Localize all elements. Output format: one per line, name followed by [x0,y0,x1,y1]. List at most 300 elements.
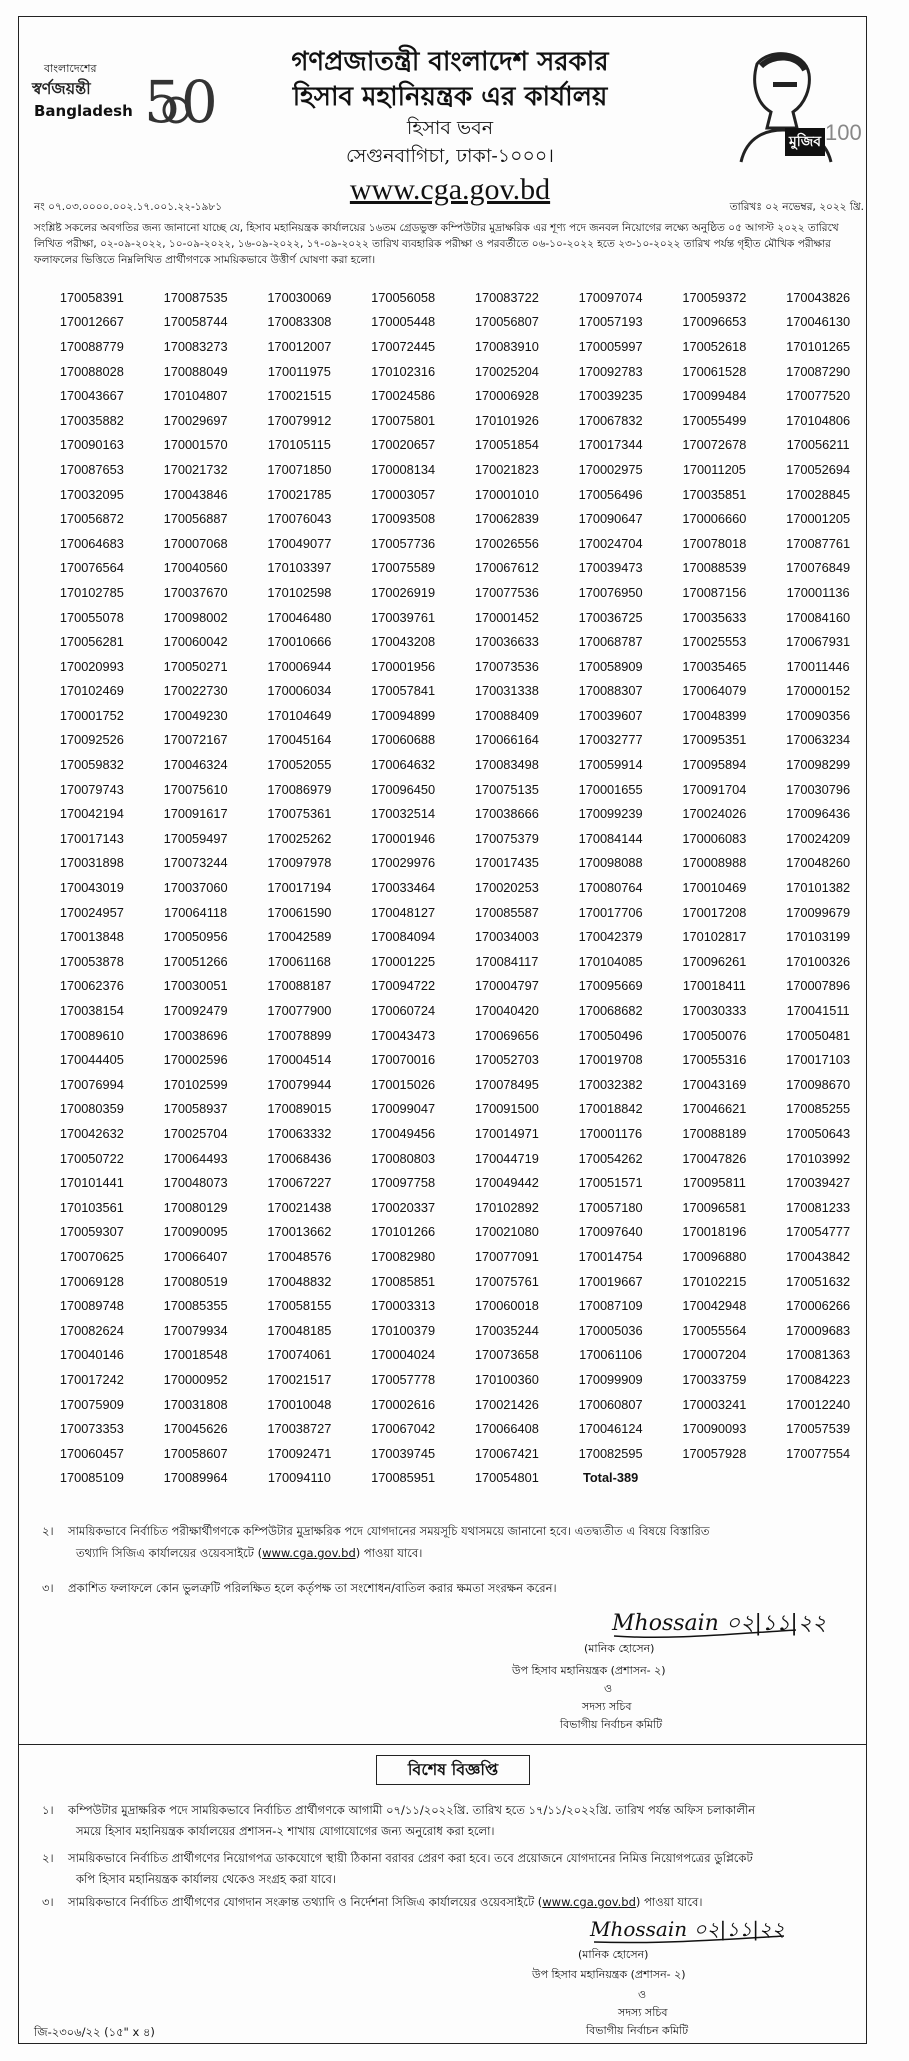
roll-number-cell: 170031808 [163,1396,228,1412]
roll-number-cell: 170039761 [371,609,436,625]
roll-number-cell: 170063332 [267,1125,332,1141]
table-row [40,1097,870,1122]
roll-number-cell: 170083722 [474,289,539,305]
roll-number-cell: 170001176 [579,1125,643,1141]
roll-number-cell: 170012240 [786,1396,851,1412]
special-notice-item-1 [34,1800,864,1842]
roll-number-cell: 170058155 [267,1298,332,1314]
fifty-emblem-icon [142,60,218,146]
roll-number-cell: 170003313 [371,1298,436,1314]
signature-1-name: (মানিক হোসেন) [584,1642,655,1655]
roll-number-cell: 170035851 [682,486,747,502]
roll-number-cell: 170025704 [163,1125,228,1141]
roll-number-cell: 170084117 [475,953,539,969]
roll-number-cell: 170031338 [474,683,539,699]
roll-number-cell: 170006034 [267,683,332,699]
roll-number-cell: 170061590 [267,904,332,920]
roll-number-cell: 170038696 [163,1027,228,1043]
roll-number-cell: 170060042 [163,634,228,650]
roll-number-cell: 170053878 [59,953,124,969]
roll-number-cell: 170100379 [371,1322,436,1338]
notice-2-line2: কপি হিসাব মহানিয়ন্ত্রক কার্যালয় থেকেও সংগ্রহ করা যাবে। [76,1872,337,1886]
table-row [40,1293,870,1318]
table-row [40,408,870,433]
roll-number-cell: 170083910 [474,338,539,354]
roll-number-cell: 170021732 [163,461,228,477]
roll-number-cell: 170064493 [163,1150,228,1166]
roll-number-cell: 170006083 [682,830,747,846]
roll-number-cell: 170085109 [59,1470,124,1486]
signature-2-committee: বিভাগীয় নির্বাচন কমিটি [586,2024,689,2037]
roll-number-cell: 170067832 [578,412,643,428]
roll-number-cell: 170067421 [474,1445,539,1461]
roll-number-cell: 170001452 [474,609,539,625]
notice-1-number: ১। [42,1803,54,1817]
roll-number-cell: 170057539 [786,1421,851,1437]
roll-number-cell: 170017103 [786,1052,851,1068]
signature-1-committee: বিভাগীয় নির্বাচন কমিটি [560,1718,663,1731]
roll-number-cell: 170004514 [267,1052,332,1068]
roll-number-cell: 170084094 [371,929,436,945]
roll-number-cell: 170064118 [164,904,228,920]
roll-number-cell: 170085355 [163,1298,228,1314]
roll-number-cell: 170082624 [59,1322,124,1338]
roll-number-cell: 170001946 [371,830,436,846]
roll-number-cell: 170075610 [163,781,228,797]
paragraph-3 [34,1578,864,1598]
roll-number-cell: 170043473 [371,1027,436,1043]
roll-number-cell: 170085255 [786,1101,851,1117]
table-row [40,777,870,802]
roll-number-cell: 170058744 [163,314,228,330]
roll-number-cell: 170083308 [267,314,332,330]
roll-number-cell: 170024586 [371,388,436,404]
roll-number-cell: 170077091 [474,1248,539,1264]
roll-number-cell: 170040560 [163,560,228,576]
section-divider [18,1744,867,1745]
roll-number-cell: 170042632 [59,1125,124,1141]
roll-number-cell: 170080359 [59,1101,124,1117]
roll-number-cell: 170103199 [786,929,851,945]
roll-number-cell: 170021515 [267,388,332,404]
roll-number-cell: 170035244 [474,1322,539,1338]
roll-number-cell: 170072445 [371,338,436,354]
logo-numeral: 50 [144,68,218,136]
roll-number-cell: 170076950 [578,584,643,600]
roll-number-cell: 170075589 [371,560,436,576]
roll-number-cell: 170050956 [163,929,228,945]
roll-number-cell: 170018411 [682,978,746,994]
roll-number-cell: 170092526 [59,732,124,748]
roll-number-cell: 170087109 [578,1298,643,1314]
roll-number-cell: 170086979 [267,781,332,797]
paragraph-2-website-link[interactable]: www.cga.gov.bd [262,1546,356,1560]
signature-1-role: সদস্য সচিব [582,1700,632,1713]
roll-number-cell: 170067612 [474,560,539,576]
roll-number-cell: 170035633 [682,609,747,625]
roll-number-cell: 170057736 [371,535,436,551]
roll-number-cell: 170048185 [267,1322,332,1338]
roll-number-cell: 170011975 [267,363,331,379]
roll-number-cell: 170055316 [682,1052,747,1068]
memo-date: তারিখঃ ০২ নভেম্বর, ২০২২ খ্রি. [729,201,864,213]
roll-number-cell: 170035882 [59,412,124,428]
roll-number-cell: 170061528 [682,363,747,379]
roll-number-cell: 170060724 [371,1003,436,1019]
notice-3-website-link[interactable]: www.cga.gov.bd [542,1895,636,1909]
roll-number-cell: 170094110 [267,1470,331,1486]
roll-number-cell: 170075135 [474,781,539,797]
roll-number-cell: 170013848 [59,929,124,945]
roll-number-cell: 170066164 [474,732,539,748]
roll-number-cell: 170083498 [474,757,539,773]
table-row [40,949,870,974]
roll-number-cell: 170076849 [786,560,851,576]
roll-number-cell: 170087761 [786,535,851,551]
roll-number-cell: 170104806 [786,412,851,428]
roll-number-cell: 170090093 [682,1421,747,1437]
roll-number-cell: 170020657 [371,437,436,453]
roll-number-cell: 170001752 [59,707,124,723]
table-row [40,1367,870,1392]
roll-number-cell: 170020253 [474,880,539,896]
roll-number-cell: 170040146 [59,1347,124,1363]
roll-number-cell: 170076564 [59,560,124,576]
roll-number-cell: 170042948 [682,1298,747,1314]
special-notice-item-2 [34,1848,864,1890]
signature-block-2 [532,1912,832,2042]
table-row [40,580,870,605]
roll-number-cell: 170061168 [267,953,331,969]
paragraph-2 [34,1520,864,1564]
roll-number-cell: 170098670 [786,1076,851,1092]
roll-number-table [40,285,870,1490]
table-row [40,752,870,777]
table-row [40,531,870,556]
roll-number-cell: 170059307 [59,1224,124,1240]
table-row [40,1318,870,1343]
roll-number-cell: 170043842 [786,1248,851,1264]
roll-number-cell: 170024704 [578,535,643,551]
table-row [40,482,870,507]
roll-number-cell: 170009683 [786,1322,851,1338]
roll-number-cell: 170054801 [474,1470,539,1486]
roll-number-cell: 170032777 [578,732,643,748]
roll-number-cell: 170085851 [371,1273,436,1289]
logo-left-line1: বাংলাদেশের [44,62,97,75]
mujib-label: মুজিব [785,128,825,156]
roll-number-cell: 170037060 [163,880,228,896]
roll-number-cell: 170090356 [786,707,851,723]
roll-number-cell: 170088307 [578,683,643,699]
roll-number-cell: 170078899 [267,1027,332,1043]
roll-number-cell: 170102785 [59,584,124,600]
roll-number-cell: 170043846 [163,486,228,502]
roll-number-cell: 170029697 [163,412,228,428]
roll-number-cell: 170102215 [682,1273,747,1289]
roll-number-cell: 170067931 [786,634,851,650]
table-row [40,457,870,482]
table-row [40,1269,870,1294]
roll-number-cell: 170076994 [59,1076,124,1092]
roll-number-cell: 170001956 [371,658,436,674]
roll-number-cell: 170102817 [682,929,747,945]
roll-number-cell: 170002596 [163,1052,228,1068]
roll-number-cell: 170040420 [474,1003,539,1019]
table-row [40,1466,870,1491]
roll-number-cell: 170096450 [371,781,436,797]
roll-number-cell: 170051632 [786,1273,851,1289]
roll-number-cell: 170077554 [786,1445,851,1461]
roll-number-cell: 170084160 [786,609,851,625]
roll-number-cell: 170104085 [578,953,643,969]
roll-number-cell: 170004797 [474,978,539,994]
roll-number-cell: 170056058 [371,289,436,305]
roll-number-cell: 170096581 [682,1199,747,1215]
roll-number-cell: 170091500 [474,1101,539,1117]
signature-1-title: উপ হিসাব মহানিয়ন্ত্রক (প্রশাসন- ২) [512,1664,666,1677]
table-row [40,285,870,310]
table-row [40,875,870,900]
roll-number-cell: 170087653 [59,461,124,477]
roll-number-cell: 170062839 [474,511,539,527]
roll-number-cell: 170018548 [163,1347,228,1363]
logo-left-line2: স্বর্ণজয়ন্তী [32,79,91,98]
roll-number-cell: 170048127 [371,904,436,920]
roll-number-cell: 170058909 [578,658,643,674]
roll-number-cell: 170098088 [578,855,643,871]
roll-number-cell: 170001136 [786,584,850,600]
roll-number-cell: 170080129 [163,1199,228,1215]
roll-number-cell: 170018196 [682,1224,747,1240]
roll-number-cell: 170068436 [267,1150,332,1166]
roll-number-cell: 170052055 [267,757,332,773]
roll-number-cell: 170056281 [59,634,124,650]
roll-number-cell: 170014754 [578,1248,643,1264]
roll-number-cell: 170103397 [267,560,332,576]
notice-3-number: ৩। [42,1895,54,1909]
roll-number-cell: 170056496 [578,486,643,502]
roll-number-cell: 170097978 [267,855,332,871]
roll-number-cell: 170076043 [267,511,332,527]
roll-number-cell: 170047826 [682,1150,747,1166]
roll-number-cell: 170055564 [682,1322,747,1338]
table-row [40,506,870,531]
roll-number-cell: 170068787 [578,634,643,650]
roll-number-cell: 170099239 [578,806,643,822]
roll-number-cell: 170058937 [163,1101,228,1117]
roll-number-cell: 170026556 [474,535,539,551]
roll-number-cell: 170061106 [579,1347,643,1363]
roll-number-cell: 170077520 [786,388,851,404]
roll-number-cell: 170059372 [682,289,747,305]
roll-number-cell: 170079944 [267,1076,332,1092]
roll-number-cell: 170059497 [163,830,228,846]
signature-2-name: (মানিক হোসেন) [578,1948,649,1961]
roll-number-cell: 170073658 [474,1347,539,1363]
roll-number-cell: 170072167 [163,732,228,748]
roll-number-cell: 170101265 [786,338,851,354]
signature-2-title: উপ হিসাব মহানিয়ন্ত্রক (প্রশাসন- ২) [532,1968,686,1981]
roll-number-cell: 170010469 [682,880,747,896]
roll-number-cell: 170060807 [578,1396,643,1412]
signature-2-handwriting: Mhossain ০২|১১|২২ [590,1917,785,1941]
roll-number-cell: 170088028 [59,363,124,379]
table-row [40,998,870,1023]
table-row [40,1195,870,1220]
roll-number-cell: 170092479 [163,1003,228,1019]
roll-number-cell: 170101266 [371,1224,436,1240]
header-website-link[interactable]: www.cga.gov.bd [349,173,551,206]
roll-number-cell: 170097758 [371,1175,436,1191]
roll-number-cell: 170101441 [59,1175,124,1191]
roll-number-cell: 170043667 [59,388,124,404]
roll-number-cell: 170072678 [682,437,747,453]
roll-number-cell: 170042379 [578,929,643,945]
roll-number-cell: 170051266 [163,953,228,969]
roll-number-cell: 170056211 [786,437,850,453]
roll-number-cell: 170050496 [578,1027,643,1043]
roll-number-cell: 170017435 [474,855,539,871]
roll-number-cell: 170085587 [474,904,539,920]
roll-number-cell: 170002975 [578,461,643,477]
roll-number-cell: 170087290 [786,363,851,379]
table-row [40,679,870,704]
roll-number-cell: 170054262 [578,1150,643,1166]
notice-2-line1: সাময়িকভাবে নির্বাচিত প্রার্থীগণের নিয়োগপত্র ডাকযোগে স্থায়ী ঠিকানা বরাবর প্রেরণ করা হবে। তবে প্রয়োজনে যোগদানের নিমিত্ত নিয়োগপত্রের ডুপ্লিকেট [68,1851,753,1865]
total-count: Total-389 [583,1470,639,1486]
notice-3-line1-pre: সাময়িকভাবে নির্বাচিত প্রার্থীগণের যোগদান সংক্রান্ত তথ্যাদি ও নির্দেশনা সিজিএ কার্যালয়ের ওয়েবসাইটে ( [68,1895,543,1909]
roll-number-cell: 170017242 [59,1371,124,1387]
roll-number-cell: 170045164 [267,732,332,748]
roll-number-cell: 170046621 [682,1101,747,1117]
roll-number-cell: 170091704 [682,781,747,797]
roll-number-cell: 170082595 [578,1445,643,1461]
roll-number-cell: 170017143 [59,830,124,846]
roll-number-cell: 170001570 [163,437,228,453]
roll-number-cell: 170021426 [474,1396,539,1412]
roll-number-cell: 170006660 [682,511,747,527]
roll-number-cell: 170104649 [267,707,332,723]
roll-number-cell: 170096436 [786,806,851,822]
table-row [40,703,870,728]
signature-1-scribble [610,1600,827,1644]
roll-number-cell: 170021080 [474,1224,539,1240]
roll-number-cell: 170097640 [578,1224,643,1240]
roll-number-cell: 170088187 [267,978,332,994]
roll-number-cell: 170021438 [267,1199,332,1215]
roll-number-cell: 170018842 [578,1101,643,1117]
roll-number-cell: 170100326 [786,953,851,969]
roll-number-cell: 170079743 [59,781,124,797]
roll-number-cell: 170064683 [59,535,124,551]
roll-number-cell: 170013662 [267,1224,332,1240]
roll-number-cell: 170039607 [578,707,643,723]
roll-number-cell: 170024957 [59,904,124,920]
roll-number-cell: 170050481 [786,1027,851,1043]
roll-number-cell: 170024209 [786,830,851,846]
roll-number-cell: 170048399 [682,707,747,723]
roll-number-cell: 170056872 [59,511,124,527]
roll-number-cell: 170010666 [267,634,332,650]
roll-number-cell: 170006928 [474,388,539,404]
roll-number-cell: 170089964 [163,1470,228,1486]
roll-number-cell: 170038154 [59,1003,124,1019]
roll-number-cell: 170102316 [371,363,436,379]
roll-number-cell: 170008134 [371,461,436,477]
roll-number-cell: 170049077 [267,535,332,551]
roll-number-cell: 170103561 [59,1199,124,1215]
roll-number-cell: 170073536 [474,658,539,674]
roll-number-cell: 170036725 [578,609,643,625]
roll-number-cell: 170084223 [786,1371,851,1387]
roll-number-cell: 170070016 [371,1052,436,1068]
roll-number-cell: 170046124 [578,1421,643,1437]
roll-number-cell: 170039427 [786,1175,851,1191]
office-header [200,44,700,210]
roll-number-cell: 170094722 [371,978,436,994]
header-government: গণপ্রজাতন্ত্রী বাংলাদেশ সরকার [291,47,609,77]
signature-1-handwriting: Mhossain ০২|১১|২২ [612,1611,827,1636]
roll-number-cell: 170011205 [682,461,746,477]
roll-number-cell: 170088409 [474,707,539,723]
roll-number-cell: 170096653 [682,314,747,330]
roll-number-cell: 170079934 [163,1322,228,1338]
roll-number-cell: 170087156 [682,584,747,600]
roll-number-cell: 170064632 [371,757,436,773]
roll-number-cell: 170067042 [371,1421,436,1437]
paragraph-2-line2-pre: তথ্যাদি সিজিএ কার্যালয়ের ওয়েবসাইটে ( [76,1546,263,1560]
table-row [40,851,870,876]
roll-number-cell: 170075909 [59,1396,124,1412]
roll-number-cell: 170046480 [267,609,332,625]
roll-number-cell: 170093508 [371,511,436,527]
roll-number-cell: 170099047 [371,1101,436,1117]
roll-number-cell: 170030333 [682,1003,747,1019]
roll-number-cell: 170048260 [786,855,851,871]
table-row [40,1441,870,1466]
roll-number-cell: 170055078 [59,609,124,625]
roll-number-cell: 170079912 [267,412,332,428]
roll-number-cell: 170008988 [682,855,747,871]
roll-number-cell: 170029976 [371,855,436,871]
roll-number-cell: 170048576 [267,1248,332,1264]
notice-1-line1: কম্পিউটার মুদ্রাক্ষরিক পদে সাময়িকভাবে নির্বাচিত প্রার্থীগণকে আগামী ০৭/১১/২০২২খ্রি. তারিখ হতে ১৭/১১/২০২২খ্রি. তারিখ পর্যন্ত অফিস চলাকালীন [68,1803,756,1817]
roll-number-cell: 170059832 [59,757,124,773]
roll-number-cell: 170060688 [371,732,436,748]
table-row [40,433,870,458]
roll-number-cell: 170024026 [682,806,747,822]
roll-number-cell: 170001655 [578,781,643,797]
roll-number-cell: 170074061 [267,1347,332,1363]
roll-number-cell: 170081233 [786,1199,851,1215]
roll-number-cell: 170007204 [682,1347,747,1363]
table-row [40,1244,870,1269]
roll-number-cell: 170069128 [59,1273,124,1289]
roll-number-cell: 170088049 [163,363,228,379]
roll-number-cell: 170055499 [682,412,747,428]
roll-number-cell: 170089015 [267,1101,332,1117]
table-row [40,1416,870,1441]
roll-number-cell: 170049442 [474,1175,539,1191]
roll-number-cell: 170048073 [163,1175,228,1191]
roll-number-cell: 170057193 [578,314,643,330]
roll-number-cell: 170063234 [786,732,851,748]
table-row [40,974,870,999]
roll-number-cell: 170098002 [163,609,228,625]
roll-number-cell: 170026919 [371,584,436,600]
roll-number-cell: 170044405 [59,1052,124,1068]
